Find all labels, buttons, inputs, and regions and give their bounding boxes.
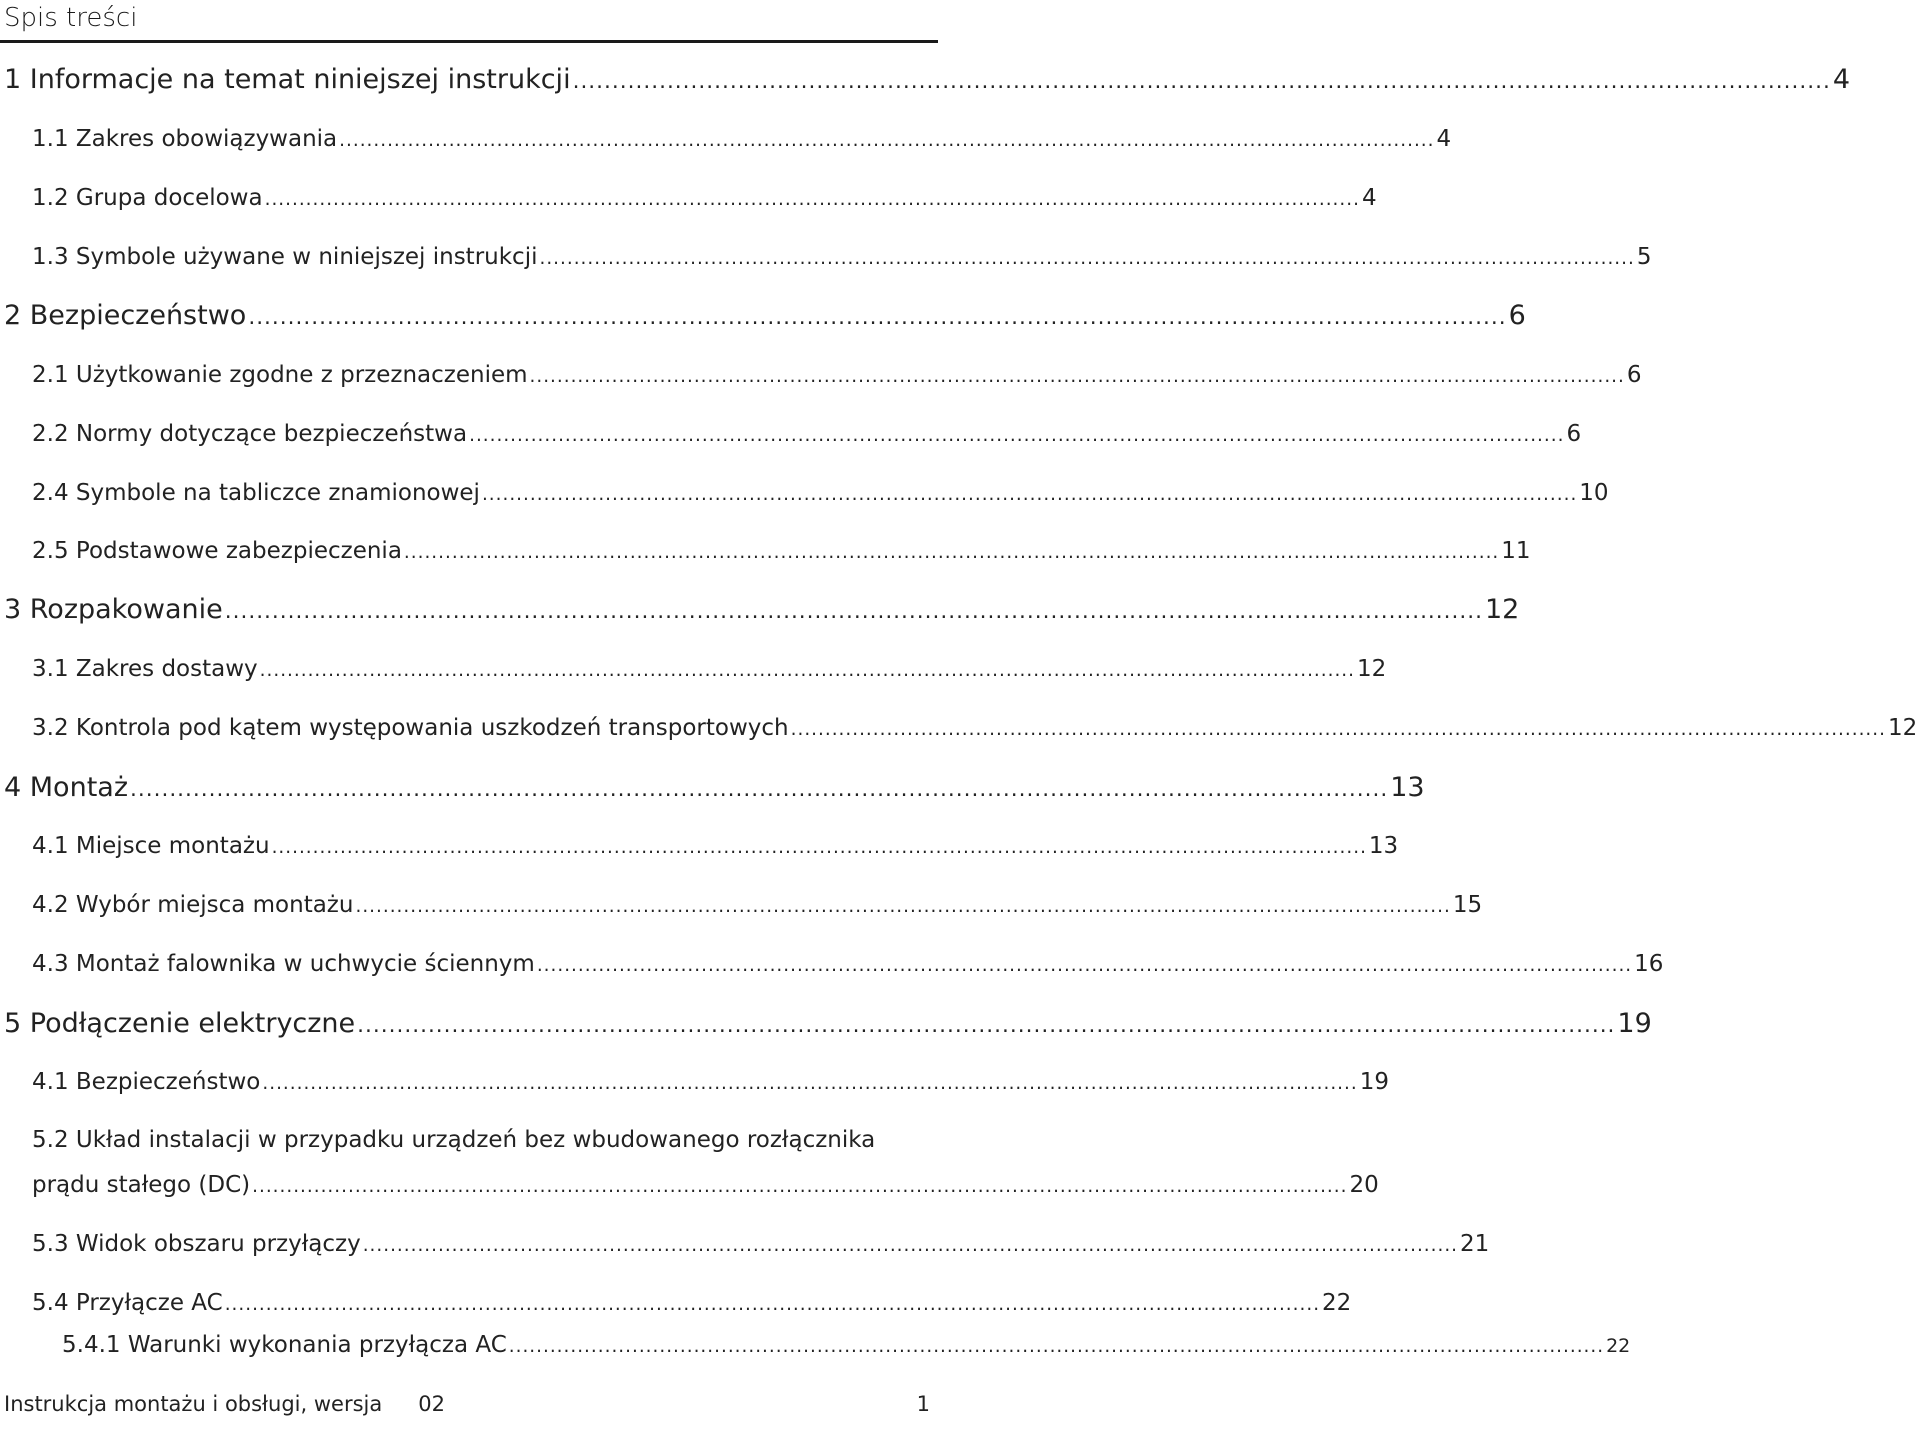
toc-entry-title: 2.2 Normy dotyczące bezpieczeństwa	[32, 421, 468, 447]
dot-leader: ................................................................................................................................................................	[539, 248, 1635, 269]
toc-entry-page: 13	[1390, 772, 1425, 803]
toc-entry[interactable]	[32, 362, 1642, 388]
toc-entry[interactable]	[32, 126, 1452, 152]
toc-entry[interactable]	[32, 538, 1531, 564]
dot-leader: ................................................................................................................................................................	[264, 189, 1360, 210]
toc-entry-title: 4 Montaż	[4, 772, 128, 803]
dot-leader: ................................................................................................................................................................	[224, 1294, 1321, 1315]
toc-entry-page: 21	[1460, 1231, 1490, 1257]
toc-entry[interactable]	[32, 951, 1664, 977]
toc-entry-title-line1: 5.2 Układ instalacji w przypadku urządzeń bez wbudowanego rozłącznika	[32, 1127, 876, 1153]
footer-title: Instrukcja montażu i obsługi, wersja	[4, 1392, 383, 1416]
dot-leader: ................................................................................................................................................................	[362, 1235, 1459, 1256]
toc-entry-title: 5 Podłączenie elektryczne	[4, 1008, 356, 1039]
toc-entry-page: 4	[1436, 126, 1452, 152]
toc-entry-title: 2.5 Podstawowe zabezpieczenia	[32, 538, 402, 564]
footer-page-number: 1	[916, 1392, 930, 1416]
dot-leader: ................................................................................................................................................................	[355, 896, 1451, 917]
toc-entry[interactable]	[4, 300, 1526, 331]
toc-entry-title: 5.4 Przyłącze AC	[32, 1290, 223, 1316]
toc-entry-page: 4	[1832, 64, 1851, 95]
toc-entry-page: 20	[1349, 1172, 1379, 1198]
toc-entry-title: 1.2 Grupa docelowa	[32, 185, 263, 211]
toc-entry[interactable]	[4, 594, 1520, 625]
toc-entry-page: 16	[1634, 951, 1664, 977]
toc-entry[interactable]	[32, 656, 1387, 682]
toc-entry[interactable]	[62, 1332, 1631, 1358]
toc-entry[interactable]	[32, 715, 1917, 741]
toc-entry[interactable]	[32, 421, 1582, 447]
toc-entry-title: 1.1 Zakres obowiązywania	[32, 126, 338, 152]
toc-entry[interactable]	[32, 480, 1609, 506]
dot-leader: ................................................................................................................................................................	[403, 542, 1500, 563]
toc-entry-title: prądu stałego (DC)	[32, 1172, 251, 1198]
dot-leader: ................................................................................................................................................................	[262, 1073, 1358, 1094]
toc-entry[interactable]	[32, 892, 1483, 918]
dot-leader: ................................................................................................................................................................	[357, 1013, 1616, 1038]
dot-leader: ................................................................................................................................................................	[481, 484, 1578, 505]
toc-entry-page: 6	[1626, 362, 1642, 388]
toc-entry-page: 12	[1887, 715, 1917, 741]
dot-leader: ................................................................................................................................................................	[508, 1336, 1605, 1357]
toc-entry[interactable]	[32, 244, 1652, 270]
toc-entry-title: 5.3 Widok obszaru przyłączy	[32, 1231, 361, 1257]
toc-entry-title: 3.1 Zakres dostawy	[32, 656, 258, 682]
toc-entry-title: 2.1 Użytkowanie zgodne z przeznaczeniem	[32, 362, 528, 388]
toc-entry-page: 6	[1566, 421, 1582, 447]
dot-leader: ................................................................................................................................................................	[259, 660, 1355, 681]
toc-entry-page: 19	[1359, 1069, 1389, 1095]
dot-leader: ................................................................................................................................................................	[572, 69, 1831, 94]
toc-entry-page: 22	[1322, 1290, 1352, 1316]
toc-entry[interactable]	[32, 1069, 1389, 1095]
toc-entry-title: 1.3 Symbole używane w niniejszej instrukcji	[32, 244, 538, 270]
dot-leader: ................................................................................................................................................................	[252, 1176, 1348, 1197]
toc-entry-title: 4.2 Wybór miejsca montażu	[32, 892, 354, 918]
toc-entry[interactable]	[4, 772, 1425, 803]
toc-entry-title: 4.1 Miejsce montażu	[32, 833, 270, 859]
dot-leader: ................................................................................................................................................................	[130, 777, 1389, 802]
toc-entry-title: 2 Bezpieczeństwo	[4, 300, 247, 331]
toc-entry[interactable]	[32, 1172, 1379, 1198]
toc-entry-title: 4.1 Bezpieczeństwo	[32, 1069, 261, 1095]
page-footer	[4, 1392, 930, 1416]
toc-entry-title: 1 Informacje na temat niniejszej instrukcji	[4, 64, 571, 95]
toc-entry-page: 5	[1636, 244, 1652, 270]
dot-leader: ................................................................................................................................................................	[271, 837, 1367, 858]
toc-entry[interactable]	[4, 1008, 1652, 1039]
toc-entry-page: 22	[1606, 1335, 1631, 1357]
dot-leader: ................................................................................................................................................................	[536, 955, 1633, 976]
toc-entry-page: 12	[1484, 594, 1520, 625]
toc-entry[interactable]	[32, 185, 1377, 211]
footer-version: 02	[418, 1392, 445, 1416]
toc-entry-page: 13	[1368, 833, 1399, 859]
dot-leader: ................................................................................................................................................................	[790, 719, 1886, 740]
toc-entry-page: 6	[1508, 300, 1526, 331]
toc-entry[interactable]	[4, 64, 1851, 95]
toc-entry[interactable]	[32, 833, 1399, 859]
toc-entry-title: 3.2 Kontrola pod kątem występowania uszkodzeń transportowych	[32, 715, 789, 741]
toc-entry-page: 4	[1361, 185, 1377, 211]
page-title: Spis treści	[4, 3, 138, 33]
dot-leader: ................................................................................................................................................................	[469, 425, 1565, 446]
dot-leader: ................................................................................................................................................................	[529, 366, 1625, 387]
toc-entry-title: 3 Rozpakowanie	[4, 594, 223, 625]
toc-entry-page: 12	[1357, 656, 1387, 682]
dot-leader: ................................................................................................................................................................	[339, 130, 1435, 151]
toc-entry-title: 4.3 Montaż falownika w uchwycie ściennym	[32, 951, 535, 977]
dot-leader: ................................................................................................................................................................	[224, 599, 1483, 624]
toc-entry-page: 19	[1617, 1008, 1652, 1039]
dot-leader: ................................................................................................................................................................	[248, 305, 1507, 330]
toc-entry[interactable]	[32, 1231, 1490, 1257]
toc-entry-title: 5.4.1 Warunki wykonania przyłącza AC	[62, 1332, 507, 1358]
toc-entry-title: 2.4 Symbole na tabliczce znamionowej	[32, 480, 480, 506]
toc-entry-page: 15	[1452, 892, 1483, 918]
heading-rule	[0, 40, 938, 43]
toc-entry[interactable]	[32, 1290, 1352, 1316]
toc-entry-page: 10	[1579, 480, 1609, 506]
toc-entry-page: 11	[1501, 538, 1531, 564]
